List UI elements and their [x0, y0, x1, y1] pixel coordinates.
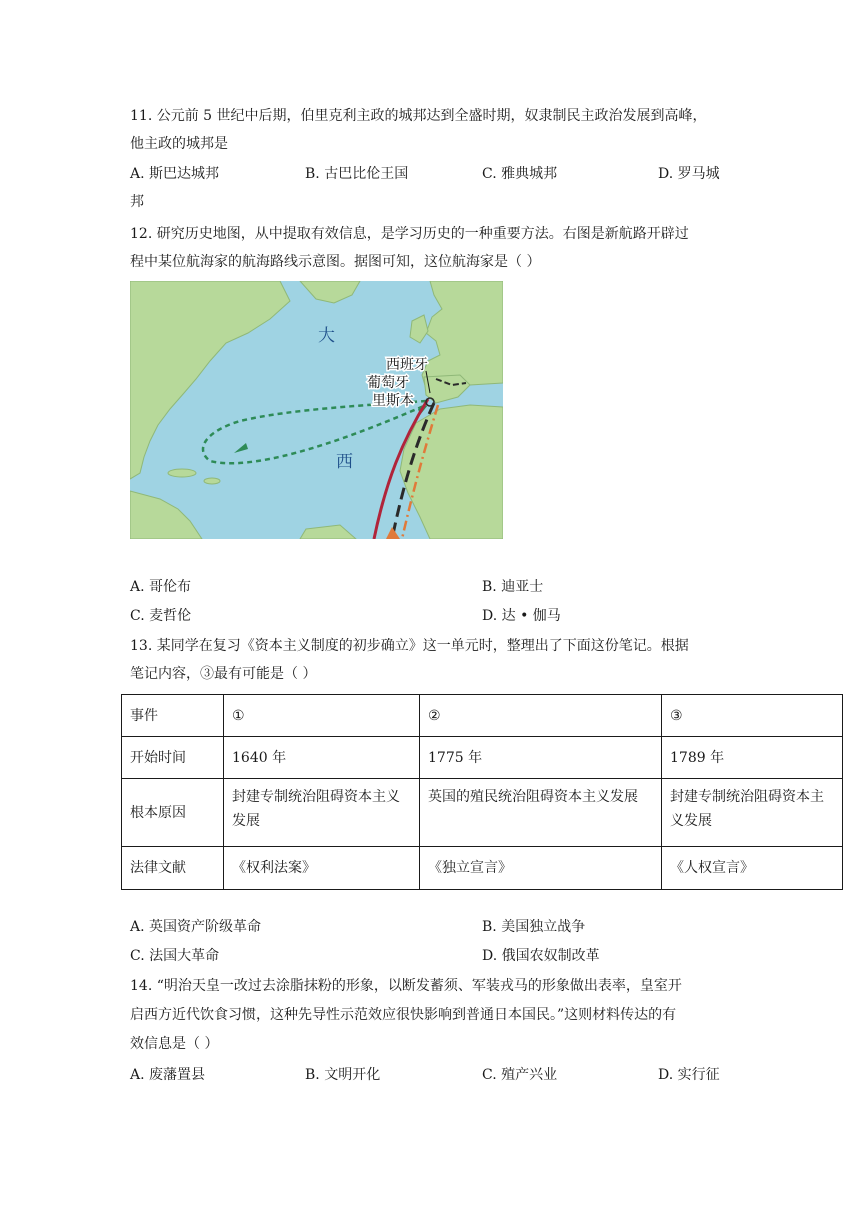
q13-option-a: A. 英国资产阶级革命 — [130, 919, 262, 935]
navigation-route-map — [130, 281, 503, 539]
table-cell: 1640 年 — [224, 737, 420, 779]
table-cell: 根本原因 — [122, 779, 224, 847]
q14-option-c: C. 殖产兴业 — [482, 1067, 558, 1083]
label-lisbon: 里斯本 — [372, 392, 414, 408]
q12-option-a: A. 哥伦布 — [130, 579, 192, 595]
notes-table — [121, 694, 843, 890]
q14-stem-line2: 启西方近代饮食习惯，这种先导性示范效应很快影响到普通日本国民。”这则材料传达的有 — [130, 1007, 677, 1023]
hispaniola-land — [204, 478, 220, 484]
table-row — [122, 779, 843, 847]
q12-stem-line1: 12. 研究历史地图，从中提取有效信息，是学习历史的一种重要方法。右图是新航路开辟过 — [130, 226, 689, 242]
table-header-cell: 事件 — [122, 695, 224, 737]
q11-stem-line1: 11. 公元前 5 世纪中后期，伯里克利主政的城邦达到全盛时期，奴隶制民主政治发展到高峰， — [130, 108, 707, 124]
q14-option-a: A. 废藩置县 — [130, 1067, 206, 1083]
table-cell: 封建专制统治阻碍资本主义发展 — [224, 779, 420, 847]
q13-option-c: C. 法国大革命 — [130, 948, 220, 964]
table-cell: 英国的殖民统治阻碍资本主义发展 — [420, 779, 662, 847]
table-cell: 1775 年 — [420, 737, 662, 779]
table-cell: 《独立宣言》 — [420, 847, 662, 890]
table-header-cell: ② — [420, 695, 662, 737]
table-header-cell: ① — [224, 695, 420, 737]
q13-stem-line1: 13. 某同学在复习《资本主义制度的初步确立》这一单元时，整理出了下面这份笔记。根据 — [130, 638, 689, 654]
q13-stem-line2: 笔记内容，③最有可能是（ ） — [130, 666, 317, 682]
cuba-land — [168, 469, 196, 477]
table-cell: 《人权宣言》 — [662, 847, 843, 890]
table-cell: 1789 年 — [662, 737, 843, 779]
q12-option-d: D. 达 • 伽马 — [482, 608, 561, 624]
q12-option-c: C. 麦哲伦 — [130, 608, 192, 624]
q13-option-b: B. 美国独立战争 — [482, 919, 586, 935]
table-header-cell: ③ — [662, 695, 843, 737]
table-row — [122, 847, 843, 890]
table-header-row — [122, 695, 843, 737]
table-cell: 封建专制统治阻碍资本主义发展 — [662, 779, 843, 847]
q11-stem-line2: 他主政的城邦是 — [130, 136, 228, 152]
ocean-label-2: 西 — [336, 452, 353, 472]
q12-stem-line2: 程中某位航海家的航海路线示意图。据图可知，这位航海家是（ ） — [130, 254, 541, 270]
q14-option-d: D. 实行征 — [658, 1067, 720, 1083]
label-spain: 西班牙 — [386, 356, 428, 372]
label-portugal: 葡萄牙 — [367, 374, 409, 390]
table-cell: 《权利法案》 — [224, 847, 420, 890]
q12-option-b: B. 迪亚士 — [482, 579, 544, 595]
q13-option-d: D. 俄国农奴制改革 — [482, 948, 600, 964]
table-row — [122, 737, 843, 779]
q14-stem-line3: 效信息是（ ） — [130, 1036, 219, 1052]
q11-option-a: A. 斯巴达城邦 — [130, 166, 220, 182]
table-cell: 开始时间 — [122, 737, 224, 779]
q14-option-b: B. 文明开化 — [305, 1067, 381, 1083]
q11-option-d: D. 罗马城 — [658, 166, 720, 182]
q11-option-b: B. 古巴比伦王国 — [305, 166, 409, 182]
table-cell: 法律文献 — [122, 847, 224, 890]
ocean-label-1: 大 — [318, 326, 335, 346]
q11-option-d-wrap: 邦 — [130, 194, 144, 210]
q11-option-c: C. 雅典城邦 — [482, 166, 558, 182]
q14-stem-line1: 14. “明治天皇一改过去涂脂抹粉的形象，以断发蓄须、军装戎马的形象做出表率，皇室开 — [130, 978, 682, 994]
